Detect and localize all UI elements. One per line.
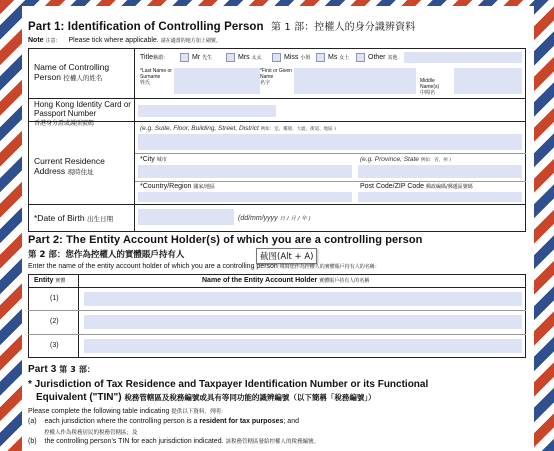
other-checkbox[interactable] (356, 53, 365, 62)
middle-name-label: Middle Name(s) 中間名 (420, 78, 440, 96)
note-text-zh: 請在適當的地方加上剔號。 (160, 38, 221, 44)
entity-name-field-3[interactable] (84, 339, 522, 353)
part1-title (28, 18, 415, 33)
hkid-field[interactable] (138, 105, 276, 117)
address-label: Current Residence Address 現時住址 (34, 156, 105, 176)
col-entity-header: Entity 實體 (34, 277, 66, 284)
last-name-field[interactable] (174, 68, 260, 94)
postcode-field[interactable] (358, 192, 522, 202)
last-name-label: *Last Name or Surname 姓氏 (140, 68, 172, 86)
note-label: Note (28, 37, 44, 44)
part3-intro: Please complete the following table indicating 提供以下資料，列明： (28, 408, 227, 415)
part3-item-a-zh: 控權人作為稅務居民的稅務管轄區；及 (44, 430, 138, 436)
form-page (22, 6, 534, 451)
first-name-label: *First or Given Name 名字 (260, 68, 292, 86)
row-number-1: (1) (50, 295, 59, 302)
ms-checkbox[interactable] (316, 53, 325, 62)
dob-format: (dd/mm/yyyy 日 / 月 / 年 ) (238, 215, 311, 222)
hkid-label: Hong Kong Identity Card or Passport Number 香港身分證或護照號碼 (34, 100, 131, 127)
name-label: Name of Controlling Person 控權人的姓名 (34, 62, 110, 82)
part3-heading-2: Equivalent ("TIN") 稅務管轄區及稅務編號或具有等同功能的識辨編號（以下簡稱「稅務編號」） (36, 392, 376, 403)
part2-instruction: Enter the name of the entity account holder of which you are a controlling person 填寫您作為控權人的實體賬戶持有人的名稱： (28, 263, 380, 270)
province-field[interactable] (358, 165, 522, 178)
miss-checkbox[interactable] (272, 53, 281, 62)
screenshot-tooltip: 截图(Alt + A) (256, 248, 317, 264)
province-hint: (e.g. Province, State 例如：省、州 ) (360, 156, 451, 163)
part2-title: Part 2: The Entity Account Holder(s) of which you are a controlling person (28, 234, 423, 246)
first-name-field[interactable] (294, 68, 416, 94)
address-line-field[interactable] (138, 134, 522, 150)
dob-field[interactable] (138, 209, 234, 225)
city-field[interactable] (138, 165, 352, 178)
part3-title: Part 3 第 3 部： (28, 364, 96, 375)
country-label: *Country/Region 國家/地區 (140, 183, 216, 190)
middle-name-field[interactable] (454, 68, 522, 94)
part3-heading: * Jurisdiction of Tax Residence and Taxpayer Identification Number or its Functional (28, 379, 429, 390)
row-number-3: (3) (50, 342, 59, 349)
ms-label: Ms 女士 (328, 54, 350, 61)
mrs-checkbox[interactable] (226, 53, 235, 62)
other-title-field[interactable] (404, 52, 522, 63)
part1-title-zh: 第 1 部：控權人的身分識辨資料 (270, 22, 416, 33)
entity-name-field-1[interactable] (84, 292, 522, 306)
miss-label: Miss 小姐 (284, 54, 311, 61)
row-number-2: (2) (50, 318, 59, 325)
part3-item-a: (a) each jurisdiction where the controlling person is a resident for tax purposes; and (28, 418, 299, 425)
entity-name-field-2[interactable] (84, 315, 522, 329)
part1-note (28, 37, 221, 44)
postcode-label: Post Code/ZIP Code 郵政編碼/郵遞區號碼 (360, 183, 473, 190)
note-text: Please tick where applicable. (68, 37, 159, 44)
dob-label: *Date of Birth 出生日期 (34, 213, 113, 223)
mr-checkbox[interactable] (180, 53, 189, 62)
part1-title-en: Part 1: Identification of Controlling Person (28, 21, 264, 33)
city-label: *City 城市 (140, 156, 167, 163)
other-label: Other 其他 (368, 54, 398, 61)
col-name-header: Name of the Entity Account Holder 實體賬戶持有人的名稱 (202, 277, 370, 284)
address-hint: (e.g. Suite, Floor, Building, Street, District 例如：室、樓層、大廈、街道、地區 ) (140, 125, 336, 132)
note-label-zh: 注意： (45, 38, 61, 44)
mr-label: Mr 先生 (192, 54, 213, 61)
title-label: Title稱謂： (140, 54, 168, 61)
part3-item-b: (b) the controlling person's TIN for each jurisdiction indicated. 該稅務管轄區發給控權人的稅務編號。 (28, 438, 320, 445)
part2-title-zh: 第 2 部：您作為控權人的實體賬戶持有人 (28, 250, 185, 260)
country-field[interactable] (138, 192, 352, 202)
mrs-label: Mrs 太太 (238, 54, 262, 61)
